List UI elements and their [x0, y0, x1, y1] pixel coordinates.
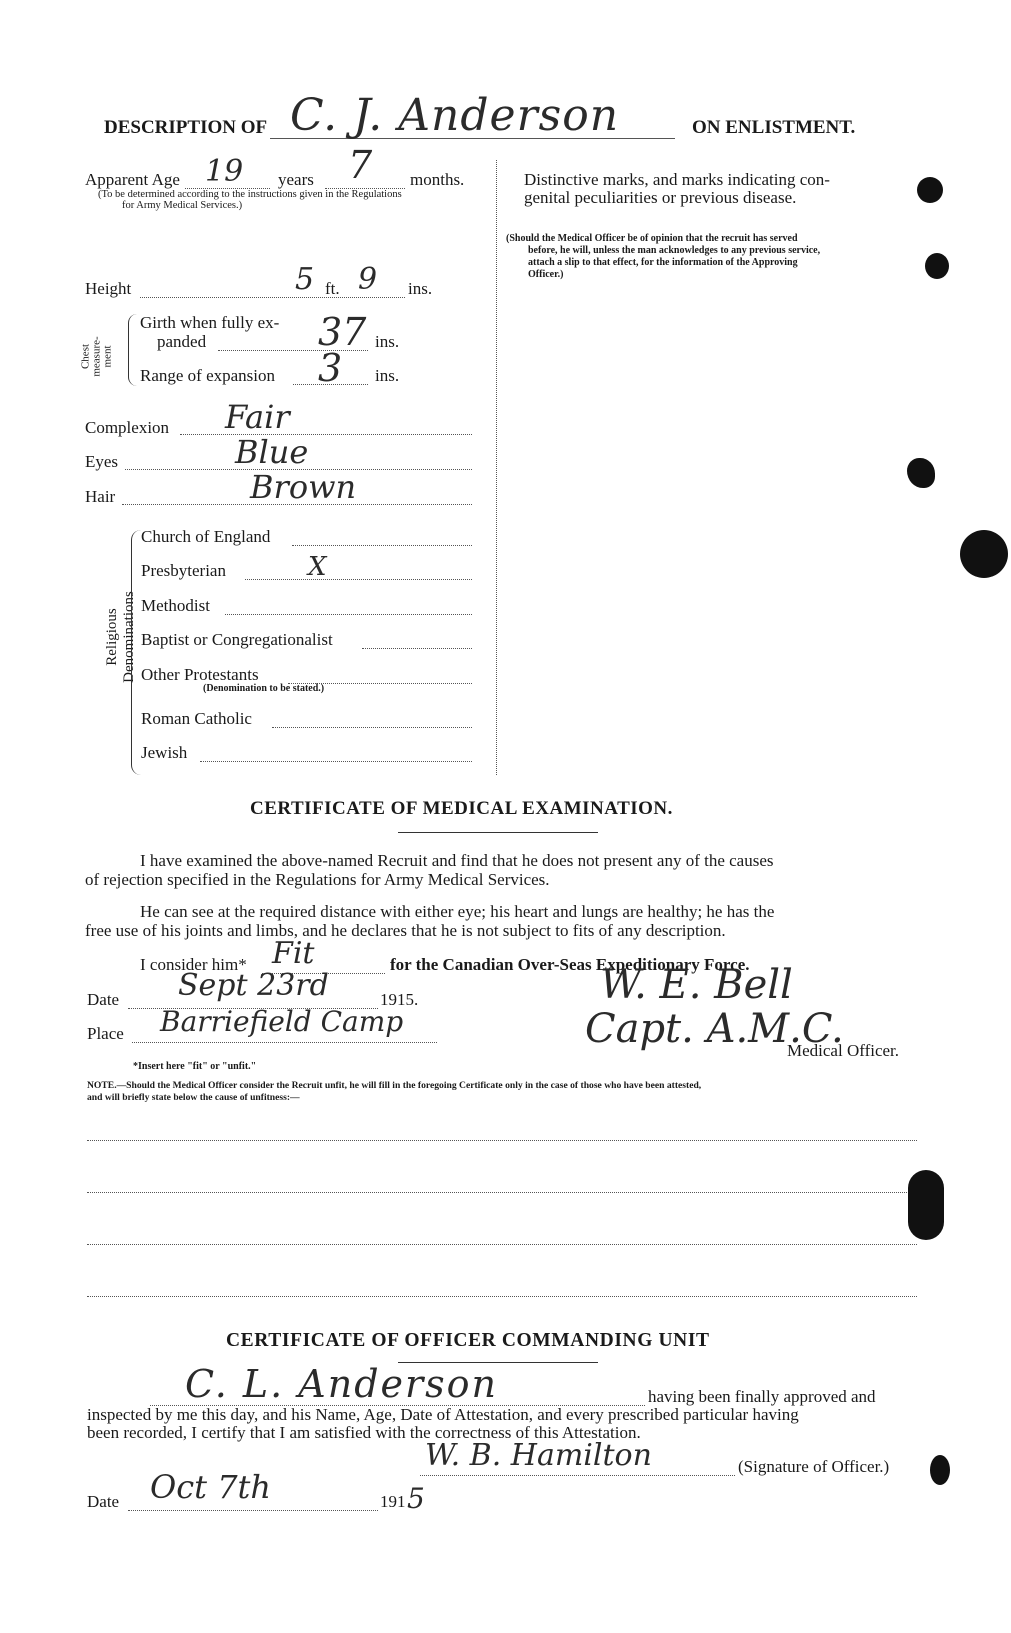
- height-label: Height: [85, 279, 132, 298]
- commanding-year-digit: 5: [407, 1482, 425, 1515]
- religion-roman-catholic: Roman Catholic: [141, 709, 252, 728]
- commanding-signature-label: (Signature of Officer.): [738, 1457, 890, 1476]
- medical-place-label: Place: [87, 1024, 124, 1043]
- commanding-signature-line: [420, 1475, 735, 1476]
- commanding-date-label: Date: [87, 1492, 120, 1511]
- marks-note-4: Officer.): [528, 269, 564, 280]
- girth-label-1: Girth when fully ex-: [140, 313, 280, 332]
- religion-line-2: [225, 614, 472, 615]
- hair-label: Hair: [85, 487, 116, 506]
- punch-hole-mark: [930, 1455, 950, 1485]
- commanding-line3: been recorded, I certify that I am satisfied with the correctness of this Attestation.: [87, 1423, 641, 1442]
- unfit-note-1: NOTE.—Should the Medical Officer consider the Recruit unfit, he will fill in the foregoing Certificate only in the case of those who have been attested,: [87, 1080, 702, 1091]
- punch-hole-mark: [908, 1170, 944, 1240]
- unfit-reason-line-1: [87, 1140, 917, 1141]
- hair-value: Brown: [250, 468, 357, 506]
- range-value: 3: [318, 346, 343, 390]
- medical-date-year: 1915.: [380, 990, 419, 1009]
- marks-note-3: attach a slip to that effect, for the information of the Approving: [528, 257, 798, 268]
- header-title-left: DESCRIPTION OF: [104, 117, 268, 138]
- age-years-value: 19: [205, 154, 244, 189]
- range-ins: ins.: [375, 366, 400, 385]
- religion-other-protestants: Other Protestants: [141, 665, 259, 684]
- age-note-1: (To be determined according to the instructions given in the Regulations: [98, 189, 402, 200]
- ft-label: ft.: [325, 279, 340, 298]
- religion-baptist: Baptist or Congregationalist: [141, 630, 333, 649]
- height-line: [140, 297, 405, 298]
- commanding-name-value: C. L. Anderson: [185, 1362, 499, 1406]
- consider-tail: for the Canadian Over-Seas Expeditionary Force.: [390, 955, 750, 974]
- age-months-value: 7: [348, 143, 373, 187]
- unfit-reason-line-2: [87, 1192, 917, 1193]
- medical-date-label: Date: [87, 990, 120, 1009]
- header-title-right: ON ENLISTMENT.: [692, 117, 856, 138]
- marks-line-1: Distinctive marks, and marks indicating con-: [524, 170, 830, 189]
- header-name-handwritten: C. J. Anderson: [290, 90, 620, 141]
- apparent-age-label: Apparent Age: [85, 170, 180, 189]
- religion-jewish: Jewish: [141, 743, 188, 762]
- medical-signature-rank: Capt. A.M.C.: [585, 1006, 844, 1052]
- religion-line-3: [362, 648, 472, 649]
- medical-title: CERTIFICATE OF MEDICAL EXAMINATION.: [250, 798, 673, 819]
- medical-place-line: [132, 1042, 437, 1043]
- months-label: months.: [410, 170, 465, 189]
- girth-value: 37: [318, 310, 367, 354]
- punch-hole-mark: [907, 458, 935, 488]
- range-label: Range of expansion: [140, 366, 276, 385]
- punch-hole-mark: [917, 177, 943, 203]
- complexion-value: Fair: [225, 398, 290, 436]
- height-ft-value: 5: [295, 262, 315, 297]
- unfit-note-2: and will briefly state below the cause of unfitness:—: [87, 1092, 300, 1103]
- unfit-reason-line-3: [87, 1244, 917, 1245]
- insert-note: *Insert here "fit" or "unfit.": [133, 1061, 257, 1072]
- religion-mark: X: [308, 552, 327, 582]
- commanding-line2: inspected by me this day, and his Name, Age, Date of Attestation, and every prescribed particular having: [87, 1405, 799, 1424]
- punch-hole-mark: [925, 253, 949, 279]
- height-in-value: 9: [358, 262, 378, 297]
- medical-officer-label: Medical Officer.: [787, 1041, 900, 1060]
- religion-side-label: Religious Denominations: [104, 591, 137, 683]
- religion-church-of-england: Church of England: [141, 527, 271, 546]
- religion-methodist: Methodist: [141, 596, 210, 615]
- medical-para1-line2: of rejection specified in the Regulations for Army Medical Services.: [85, 870, 550, 889]
- eyes-value: Blue: [235, 433, 309, 471]
- religion-line-0: [292, 545, 472, 546]
- chest-side-label: Chest measure- ment: [79, 336, 114, 377]
- medical-date-value: Sept 23rd: [178, 968, 329, 1003]
- punch-hole-mark: [960, 530, 1008, 578]
- age-note-2: for Army Medical Services.): [122, 200, 243, 211]
- complexion-label: Complexion: [85, 418, 170, 437]
- unfit-reason-line-4: [87, 1296, 917, 1297]
- commanding-date-value: Oct 7th: [150, 1468, 272, 1506]
- complexion-line: [180, 434, 472, 435]
- marks-note-2: before, he will, unless the man acknowledges to any previous service,: [528, 245, 821, 256]
- years-label: years: [278, 170, 314, 189]
- eyes-label: Eyes: [85, 452, 119, 471]
- commanding-line1-tail: having been finally approved and: [648, 1387, 876, 1406]
- marks-line-2: genital peculiarities or previous disease.: [524, 188, 797, 207]
- commanding-signature: W. B. Hamilton: [425, 1438, 652, 1473]
- medical-title-underline: [398, 832, 598, 833]
- medical-para2-line1: He can see at the required distance with either eye; his heart and lungs are healthy; he has the: [140, 902, 775, 921]
- girth-ins: ins.: [375, 332, 400, 351]
- religion-other-note: (Denomination to be stated.): [203, 683, 325, 694]
- chest-brace: [128, 314, 137, 386]
- medical-place-value: Barriefield Camp: [160, 1005, 404, 1038]
- religion-line-6: [200, 761, 472, 762]
- medical-para2-line2: free use of his joints and limbs, and he declares that he is not subject to fits of any description.: [85, 921, 726, 940]
- commanding-title: CERTIFICATE OF OFFICER COMMANDING UNIT: [226, 1330, 710, 1351]
- medical-para1-line1: I have examined the above-named Recruit and find that he does not present any of the causes: [140, 851, 774, 870]
- consider-value: Fit: [272, 936, 315, 971]
- medical-signature: W. E. Bell: [600, 962, 793, 1008]
- religion-presbyterian: Presbyterian: [141, 561, 226, 580]
- ins-label: ins.: [408, 279, 433, 298]
- commanding-year-prefix: 191: [380, 1492, 406, 1511]
- girth-label-2: panded: [157, 332, 207, 351]
- consider-label: I consider him*: [140, 955, 247, 974]
- marks-note-1: (Should the Medical Officer be of opinion that the recruit has served: [506, 233, 798, 244]
- religion-line-5: [272, 727, 472, 728]
- column-divider: [496, 160, 497, 775]
- commanding-date-line: [128, 1510, 378, 1511]
- religion-line-1: [245, 579, 472, 580]
